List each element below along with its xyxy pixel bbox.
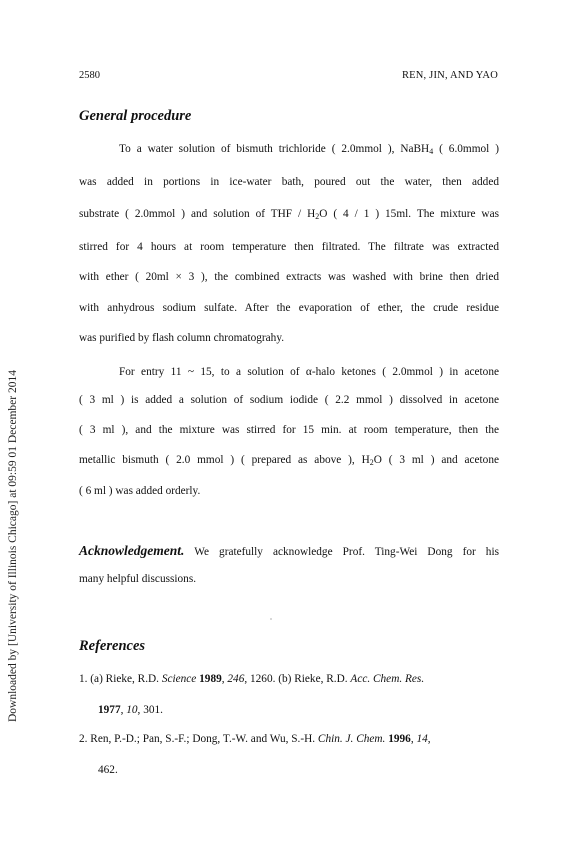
paragraph-line: For entry 11 ~ 15, to a solution of α-halo ketones ( 2.0mmol ) in acetone: [119, 366, 499, 378]
reference-2: 2. Ren, P.-D.; Pan, S.-F.; Dong, T.-W. and Wu, S.-H. Chin. J. Chem. 1996, 14,: [79, 733, 431, 745]
year: 1996: [388, 733, 411, 745]
subscript: 4: [429, 146, 434, 156]
paragraph-line: stirred for 4 hours at room temperature then filtrated. The filtrate was extracted: [79, 241, 499, 253]
paragraph-line: [79, 208, 499, 220]
paragraph-line: was purified by flash column chromatograhy.: [79, 332, 285, 344]
acknowledgement-line: many helpful discussions.: [79, 573, 197, 585]
stray-mark: [270, 618, 272, 620]
subscript: 2: [369, 457, 374, 467]
section-heading-references: References: [79, 638, 146, 654]
year: 1977: [98, 704, 121, 716]
text-span: substrate ( 2.0mmol ) and solution of THF / H: [79, 208, 316, 220]
paragraph-line: was added in portions in ice-water bath, poured out the water, then added: [79, 176, 499, 188]
paragraph-line: with ether ( 20ml × 3 ), the combined extracts was washed with brine then dried: [79, 271, 499, 283]
acknowledgement-title: Acknowledgement.: [79, 543, 185, 558]
page-number: 2580: [79, 70, 100, 81]
journal-name: Chin. J. Chem.: [317, 733, 386, 745]
acknowledgement-text: We gratefully acknowledge Prof. Ting-Wei Dong for his: [184, 546, 499, 558]
text-span: To a water solution of bismuth trichloride ( 2.0mmol ), NaBH: [119, 143, 430, 155]
text-span: 1. (a) Rieke, R.D.: [79, 673, 162, 685]
volume: 14: [416, 733, 428, 745]
download-watermark: Downloaded by [University of Illinois Chicago] at 09:59 01 December 2014: [7, 370, 19, 722]
volume: 10: [126, 704, 138, 716]
subscript: 2: [315, 211, 320, 221]
journal-name: Science: [161, 673, 197, 685]
text-span: O ( 3 ml ) and acetone: [373, 454, 499, 466]
text-span: O ( 4 / 1 ) 15ml. The mixture was: [319, 208, 499, 220]
paragraph-line: ( 3 ml ), and the mixture was stirred for 15 min. at room temperature, then the: [79, 424, 499, 436]
journal-name: Acc. Chem. Res.: [350, 673, 425, 685]
reference-1: 1. (a) Rieke, R.D. Science 1989, 246, 1260. (b) Rieke, R.D. Acc. Chem. Res.: [79, 673, 425, 685]
text-span: 2. Ren, P.-D.; Pan, S.-F.; Dong, T.-W. and Wu, S.-H.: [79, 733, 318, 745]
acknowledgement-line: [79, 543, 499, 559]
volume: 246: [227, 673, 245, 685]
text-span: ( 6.0mmol ): [433, 143, 499, 155]
text-span: metallic bismuth ( 2.0 mmol ) ( prepared as above ), H: [79, 454, 370, 466]
paragraph-line: [79, 454, 499, 466]
paragraph-line: [119, 143, 499, 155]
year: 1989: [199, 673, 222, 685]
pages: , 301.: [137, 704, 163, 716]
paragraph-line: ( 3 ml ) is added a solution of sodium iodide ( 2.2 mmol ) dissolved in acetone: [79, 394, 499, 406]
reference-1-cont: 1977, 10, 301.: [98, 704, 163, 716]
running-head: REN, JIN, AND YAO: [401, 70, 498, 81]
paragraph-line: with anhydrous sodium sulfate. After the evaporation of ether, the crude residue: [79, 302, 499, 314]
section-heading-general-procedure: General procedure: [79, 108, 192, 124]
text-span: , 1260. (b) Rieke, R.D.: [244, 673, 351, 685]
reference-2-cont: 462.: [98, 764, 118, 776]
paragraph-line: ( 6 ml ) was added orderly.: [79, 485, 201, 497]
